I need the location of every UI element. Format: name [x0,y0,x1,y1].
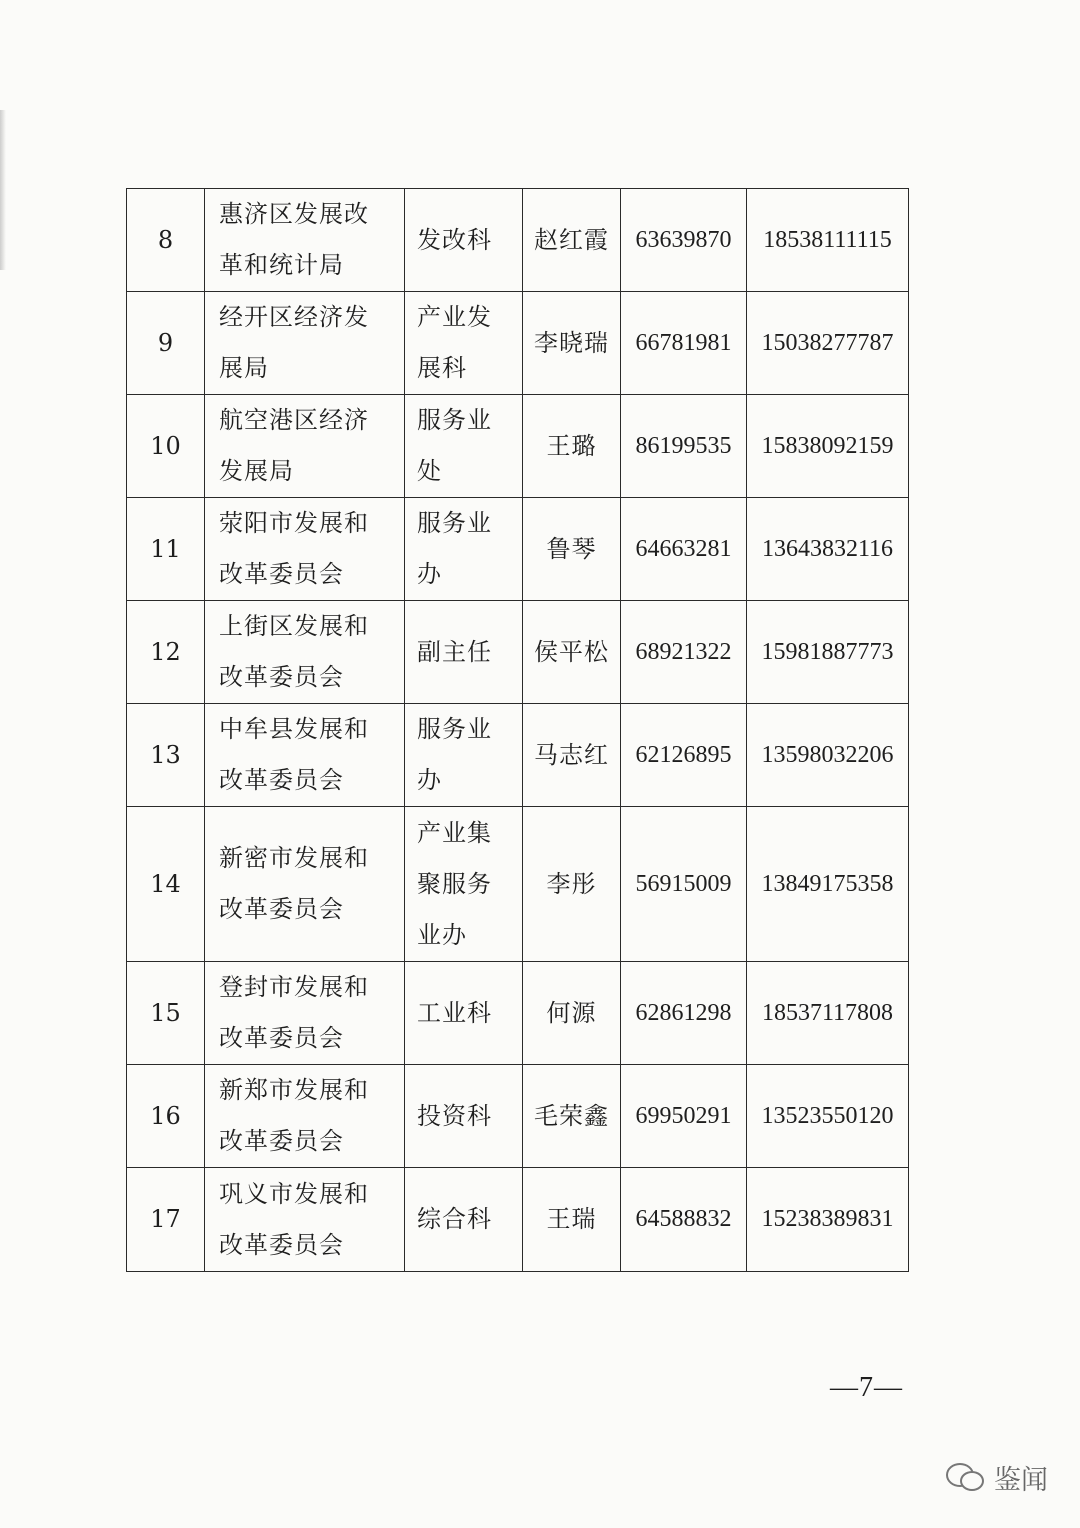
organization-line: 中牟县发展和 [219,715,369,743]
department-line: 服务业 [417,715,492,743]
contact-name-cell: 毛荣鑫 [523,1065,621,1168]
row-number-cell: 10 [127,395,205,498]
table-row [127,807,909,962]
organization-line: 改革委员会 [219,663,344,691]
contact-name-cell: 王璐 [523,395,621,498]
table-row [127,498,909,601]
contact-name-cell: 鲁琴 [523,498,621,601]
department-line: 聚服务 [417,869,492,898]
contact-table [126,188,909,1272]
department-line: 办 [417,560,442,588]
department-line: 处 [417,457,442,485]
organization-line: 荥阳市发展和 [219,509,369,537]
office-phone-cell: 56915009 [621,807,747,962]
department-cell [405,1065,523,1168]
department-line: 展科 [417,354,467,382]
organization-cell [205,189,405,292]
contact-name-cell: 李彤 [523,807,621,962]
department-line: 投资科 [417,1101,492,1130]
row-number-cell: 9 [127,292,205,395]
organization-line: 革和统计局 [219,251,344,279]
department-cell [405,962,523,1065]
organization-line: 巩义市发展和 [219,1179,369,1208]
office-phone-cell: 66781981 [621,292,747,395]
organization-line: 航空港区经济 [219,406,369,434]
organization-line: 改革委员会 [219,766,344,794]
department-cell [405,189,523,292]
page-number: —7— [830,1372,903,1403]
office-phone-cell: 68921322 [621,601,747,704]
mobile-phone-cell: 15838092159 [747,395,909,498]
organization-line: 经开区经济发 [219,303,369,331]
table-row [127,292,909,395]
row-number-cell: 8 [127,189,205,292]
organization-line: 改革委员会 [219,1127,344,1155]
table-row [127,601,909,704]
organization-cell [205,292,405,395]
organization-cell [205,704,405,807]
office-phone-cell: 64588832 [621,1168,747,1272]
mobile-phone-cell: 15238389831 [747,1168,909,1272]
department-line: 服务业 [417,509,492,537]
department-cell [405,395,523,498]
table-row [127,1065,909,1168]
organization-line: 登封市发展和 [219,973,369,1001]
contact-name-cell: 赵红霞 [523,189,621,292]
organization-line: 改革委员会 [219,895,344,923]
watermark-text: 鉴闻 [994,1465,1048,1496]
office-phone-cell: 64663281 [621,498,747,601]
table-row [127,704,909,807]
department-cell [405,704,523,807]
department-line: 办 [417,766,442,794]
row-number-cell: 12 [127,601,205,704]
contact-name-cell: 马志红 [523,704,621,807]
office-phone-cell: 63639870 [621,189,747,292]
table-row [127,1168,909,1272]
department-line: 副主任 [417,637,492,666]
mobile-phone-cell: 13643832116 [747,498,909,601]
department-line: 产业发 [417,303,492,331]
office-phone-cell: 62861298 [621,962,747,1065]
department-line: 服务业 [417,406,492,434]
organization-line: 新郑市发展和 [219,1076,369,1104]
row-number-cell: 11 [127,498,205,601]
contact-name-cell: 何源 [523,962,621,1065]
organization-line: 新密市发展和 [219,844,369,872]
table-row [127,189,909,292]
contact-name-cell: 李晓瑞 [523,292,621,395]
row-number-cell: 13 [127,704,205,807]
organization-cell [205,395,405,498]
scan-edge-shadow [0,110,6,270]
wechat-icon [946,1463,986,1493]
row-number-cell: 17 [127,1168,205,1272]
department-cell [405,1168,523,1272]
mobile-phone-cell: 13523550120 [747,1065,909,1168]
mobile-phone-cell: 13598032206 [747,704,909,807]
organization-cell [205,1065,405,1168]
office-phone-cell: 69950291 [621,1065,747,1168]
department-cell [405,601,523,704]
organization-line: 上街区发展和 [219,612,369,640]
row-number-cell: 15 [127,962,205,1065]
organization-cell [205,962,405,1065]
department-cell [405,807,523,962]
mobile-phone-cell: 15038277787 [747,292,909,395]
organization-line: 惠济区发展改 [219,200,369,228]
mobile-phone-cell: 15981887773 [747,601,909,704]
department-line: 业办 [417,920,467,949]
row-number-cell: 16 [127,1065,205,1168]
table-row [127,962,909,1065]
mobile-phone-cell: 18538111115 [747,189,909,292]
department-line: 综合科 [417,1205,492,1233]
contact-name-cell: 王瑞 [523,1168,621,1272]
contact-name-cell: 侯平松 [523,601,621,704]
watermark [946,1458,1048,1497]
department-line: 产业集 [417,818,492,847]
mobile-phone-cell: 18537117808 [747,962,909,1065]
table-row [127,395,909,498]
row-number-cell: 14 [127,807,205,962]
organization-line: 发展局 [219,457,294,485]
organization-line: 改革委员会 [219,1230,344,1259]
organization-cell [205,498,405,601]
organization-line: 改革委员会 [219,1024,344,1052]
office-phone-cell: 62126895 [621,704,747,807]
organization-cell [205,807,405,962]
office-phone-cell: 86199535 [621,395,747,498]
department-cell [405,498,523,601]
organization-cell [205,1168,405,1272]
department-line: 发改科 [417,225,492,254]
department-line: 工业科 [417,998,492,1027]
organization-cell [205,601,405,704]
department-cell [405,292,523,395]
organization-line: 展局 [219,354,269,382]
organization-line: 改革委员会 [219,560,344,588]
mobile-phone-cell: 13849175358 [747,807,909,962]
